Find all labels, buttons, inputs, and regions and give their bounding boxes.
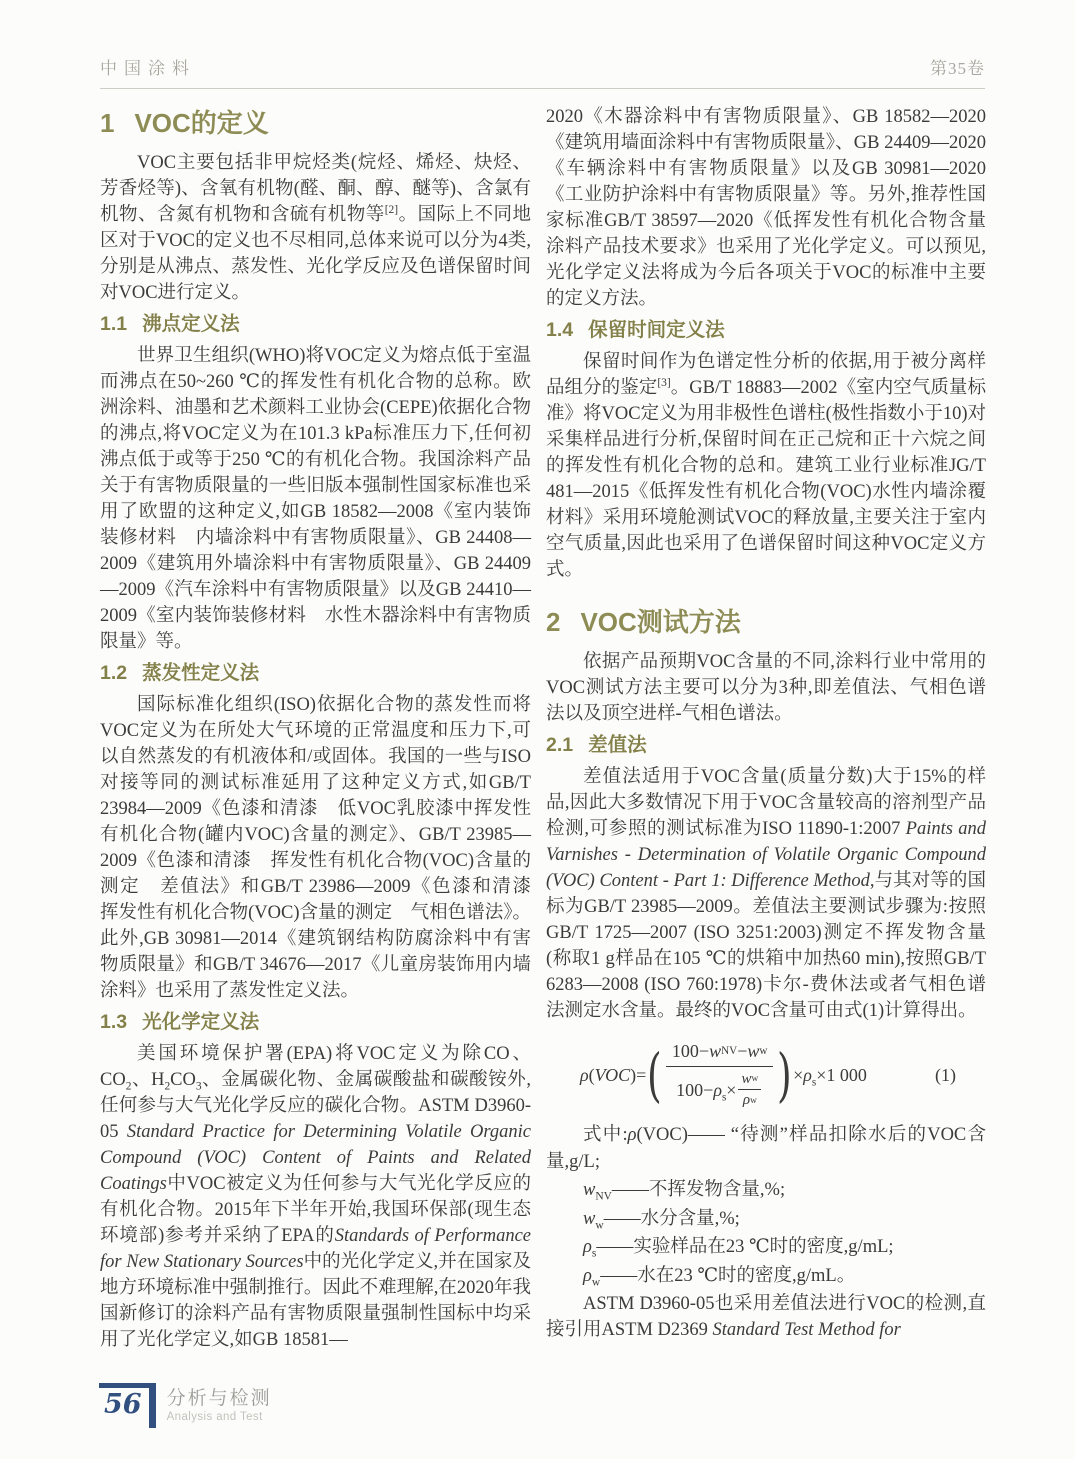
page-footer — [99, 1383, 272, 1428]
main-fraction — [666, 1040, 774, 1110]
subsection-1-2-heading — [100, 660, 531, 687]
paragraph-voc-overview: VOC主要包括非甲烷烃类(烷烃、烯烃、炔烃、芳香烃等)、含氧有机物(醛、酮、醇、醚等)、含氯有机物、含氮有机物和含硫有机物等[2]。国际上不同地区对于VOC的定义也不尽相同,总体来说可以分为4类,分别是从沸点、蒸发性、光化学反应及色谱保留时间对VOC进行定义。 — [100, 153, 531, 303]
footer-section-titles — [167, 1383, 272, 1424]
subsection-title: 沸点定义法 — [142, 313, 240, 335]
section-title: VOC的定义 — [134, 108, 269, 138]
close-paren: ) — [777, 1040, 793, 1109]
page-number: 56 — [104, 1389, 142, 1420]
section-number: 1 — [100, 108, 115, 138]
subsection-number: 1.4 — [546, 319, 574, 341]
equation-rhs: $\times\rho_s\times 1$ 000 — [793, 1064, 867, 1089]
paragraph-boiling-point: 世界卫生组织(WHO)将VOC定义为熔点低于室温而沸点在50~260 ℃的挥发性有机化合物的总称。欧洲涂料、油墨和艺术颜料工业协会(CEPE)依据化合物的沸点,将VOC定义为在101.3 kPa标准压力下,任何初沸点低于或等于250 ℃的有机化合物。我国涂料产品关于有害物质限量的一些旧版本强制性国家标准也采用了欧盟的这种定义,如GB 18582—2008《室内装饰装修材料 内墙涂料中有害物质限量》、GB 24408—2009《建筑用外墙涂料中有害物质限量》、GB 24409—2009《汽车涂料中有害物质限量》以及GB 24410—2009《室内装饰装修材料 水性木器涂料中有害物质限量》等。 — [100, 346, 531, 652]
open-paren: ( — [647, 1040, 662, 1109]
inner-denominator: ρ w — [742, 1092, 757, 1109]
paragraph-evaporation: 国际标准化组织(ISO)依据化合物的蒸发性而将VOC定义为在所处大气环境的正常温度和压力下,可以自然蒸发的有机液体和/或固体。我国的一些与ISO对接等同的测试标准延用了这种定义方式,如GB/T 23984—2009《色漆和清漆 低VOC乳胶漆中挥发性有机化合物(罐内VOC)含量的测定》、GB/T 23985—2009《色漆和清漆 挥发性有机化合物(VOC)含量的测定 差值法》和GB/T 23986—2009《色漆和清漆 挥发性有机化合物(VOC)含量的测定 气相色谱法》。此外,GB 30981—2014《建筑钢结构防腐涂料中有害物质限量》和GB/T 34676—2017《儿童房装饰用内墙涂料》也采用了蒸发性定义法。 — [100, 695, 550, 1001]
paragraph-astm: ASTM D3960-05也采用差值法进行VOC的检测,直接引用ASTM D2369 Standard Test Method for — [546, 1294, 986, 1340]
journal-name: 中国涂料 — [100, 59, 196, 78]
footer-section-cn: 分析与检测 — [166, 1388, 272, 1409]
fraction-numerator: 100− w NV − w w — [666, 1040, 774, 1067]
subsection-number: 1.1 — [100, 313, 128, 335]
where-definition: $w_w——$水分含量,%; — [583, 1208, 740, 1232]
subsection-1-4-heading — [546, 317, 986, 344]
inner-fraction — [738, 1070, 761, 1111]
where-definition: 式中:ρ(VOC)—— “待测”样品扣除水后的VOC含量,g/L; — [546, 1125, 987, 1172]
left-column — [100, 104, 550, 1353]
paragraph-difference-method: 差值法适用于VOC含量(质量分数)大于15%的样品,因此大多数情况下用于VOC含量较高的溶剂型产品检测,可参照的测试标准为ISO 11890-1:2007 Paints and Varnishes - Determination of Volatile Organic Compound (VOC) Content - Part 1: Difference Method,与其对等的国标为GB/T 23985—2009。差值法主要测试步骤为:按照GB/T 1725—2007 (ISO 3251:2003)测定不挥发物含量(称取1 g样品在105 ℃的烘箱中加热60 min),按照GB/T 6283—2008 (ISO 760:1978)卡尔-费休法或者气相色谱法测定水含量。最终的VOC含量可由式(1)计算得出。 — [546, 767, 986, 1021]
subsection-number: 1.2 — [100, 662, 128, 684]
equation-number: (1) — [935, 1064, 956, 1085]
paragraph-photochemical-cont: 2020《木器涂料中有害物质限量》、GB 18582—2020《建筑用墙面涂料中有害物质限量》、GB 24409—2020《车辆涂料中有害物质限量》以及GB 30981—2020《工业防护涂料中有害物质限量》等。另外,推荐性国家标准GB/T 38597—2020《低挥发性有机化合物含量涂料产品技术要求》也采用了光化学定义。可以预见,光化学定义法将成为今后各项关于VOC的标准中主要的定义方法。 — [546, 107, 986, 309]
subsection-title: 光化学定义法 — [142, 1011, 260, 1033]
subsection-title: 差值法 — [588, 734, 647, 756]
inner-numerator: w w — [738, 1070, 761, 1091]
equation-lhs: ρ(VOC)= — [580, 1064, 647, 1085]
subsection-1-1-heading — [100, 311, 531, 338]
equation-body — [580, 1040, 867, 1110]
where-definition: $w_{NV}——$不挥发物含量,%; — [583, 1180, 786, 1203]
paragraph-photochemical: 美国环境保护署(EPA)将VOC定义为除CO、$CO_2$、$H_2CO_3$、金属碳化物、金属碳酸盐和碳酸铵外,任何参与大气光化学反应的碳化合物。ASTM D3960-05 Standard Practice for Determining Volatile Organic Compound (VOC) Content of Paints and Related Coatings中VOC被定义为任何参与大气光化学反应的有机化合物。2015年下半年开始,我国环保部(现生态环境部)参考并采纳了EPA的Standards of Performance for New Stationary Sources中的光化学定义,并在国家及地方环境标准中强制推行。因此不难理解,在2020年我国新修订的涂料产品有害物质限量强制性国标中均采用了光化学定义,如GB 18581— — [100, 1044, 532, 1350]
subsection-1-3-heading — [100, 1009, 531, 1036]
subsection-number: 2.1 — [546, 734, 574, 756]
denominator-text: $100-\rho_s\times$ — [676, 1079, 737, 1104]
section-1-heading — [100, 106, 531, 140]
subsection-title: 保留时间定义法 — [588, 319, 725, 341]
where-definition: $\rho_w——$水在23 ℃时的密度,g/mL。 — [583, 1265, 856, 1289]
subsection-number: 1.3 — [100, 1011, 128, 1033]
page-number-box — [99, 1383, 156, 1428]
where-definition: $\rho_s——$实验样品在23 ℃时的密度,g/mL; — [583, 1237, 894, 1260]
subsection-title: 蒸发性定义法 — [142, 662, 260, 684]
page-header — [100, 54, 985, 89]
volume-label: 第35卷 — [930, 59, 985, 78]
paragraph-retention-time: 保留时间作为色谱定性分析的依据,用于被分离样品组分的鉴定[3]。GB/T 18883—2002《室内空气质量标准》将VOC定义为用非极性色谱柱(极性指数小于10)对采集样品进行分析,保留时间在正己烷和正十六烷之间的挥发性有机化合物的总和。建筑工业行业标准JG/T 481—2015《低挥发性有机化合物(VOC)水性内墙涂覆材料》采用环境舱测试VOC的释放量,主要关注于室内空气质量,因此也采用了色谱保留时间这种VOC定义方式。 — [546, 352, 986, 580]
subsection-2-1-heading — [546, 732, 986, 759]
section-2-heading — [546, 605, 986, 639]
footer-section-en: Analysis and Test — [166, 1411, 263, 1423]
right-column — [546, 104, 986, 1343]
paragraph-test-methods-intro: 依据产品预期VOC含量的不同,涂料行业中常用的VOC测试方法主要可以分为3种,即差值法、气相色谱法以及顶空进样-气相色谱法。 — [546, 652, 986, 724]
equation-1 — [546, 1040, 986, 1110]
section-number: 2 — [546, 607, 561, 637]
section-title: VOC测试方法 — [580, 607, 741, 637]
fraction-denominator — [666, 1067, 774, 1111]
